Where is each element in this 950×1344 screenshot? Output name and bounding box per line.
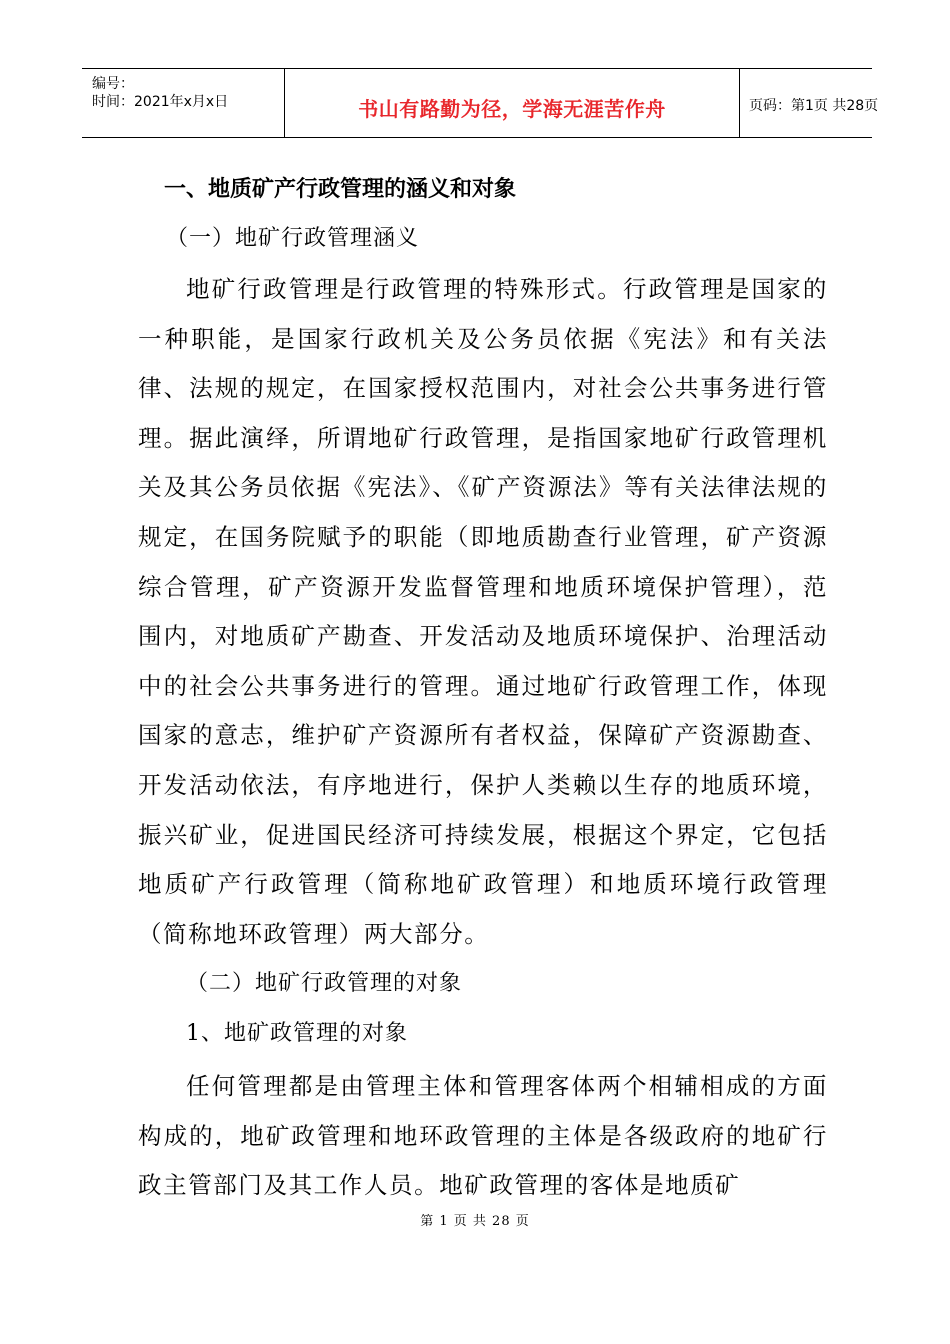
page-info-label: 页码：第1页 共28页: [749, 98, 879, 114]
page-footer: 第 1 页 共 28 页: [420, 1214, 530, 1229]
serial-number-label: 编号：: [92, 76, 134, 92]
motto-text: 书山有路勤为径，学海无涯苦作舟: [358, 97, 666, 121]
header-meta-cell: [82, 69, 284, 137]
section2-paragraph: 任何管理都是由管理主体和管理客体两个相辅相成的方面构成的，地矿政管理和地环政管理的主体是各级政府的地矿行政主管部门及其工作人员。地矿政管理的客体是地质矿: [138, 1072, 828, 1200]
section1-paragraph: 地矿行政管理是行政管理的特殊形式。行政管理是国家的一种职能，是国家行政机关及公务员依据《宪法》和有关法律、法规的规定，在国家授权范围内，对社会公共事务进行管理。据此演绎，所谓地矿行政管理，是指国家地矿行政管理机关及其公务员依据《宪法》、《矿产资源法》等有关法律法规的规定，在国务院赋予的职能（即地质勘查行业管理，矿产资源综合管理，矿产资源开发监督管理和地质环境保护管理），范围内，对地质矿产勘查、开发活动及地质环境保护、治理活动中的社会公共事务进行的管理。通过地矿行政管理工作，体现国家的意志，维护矿产资源所有者权益，保障矿产资源勘查、开发活动依法，有序地进行，保护人类赖以生存的地质环境，振兴矿业，促进国民经济可持续发展，根据这个界定，它包括地质矿产行政管理（简称地矿政管理）和地质环境行政管理（简称地环政管理）两大部分。: [138, 275, 828, 948]
header-motto-cell: [284, 69, 740, 137]
header-page-cell: [739, 69, 879, 137]
time-label: 时间：2021年x月x日: [92, 94, 229, 110]
section1-heading: （一）地矿行政管理涵义: [166, 226, 420, 251]
section2-heading: （二）地矿行政管理的对象: [186, 971, 463, 996]
document-title: 一、地质矿产行政管理的涵义和对象: [164, 177, 517, 202]
section2-sub-heading: 1、地矿政管理的对象: [186, 1021, 408, 1046]
header-table: [82, 68, 879, 138]
